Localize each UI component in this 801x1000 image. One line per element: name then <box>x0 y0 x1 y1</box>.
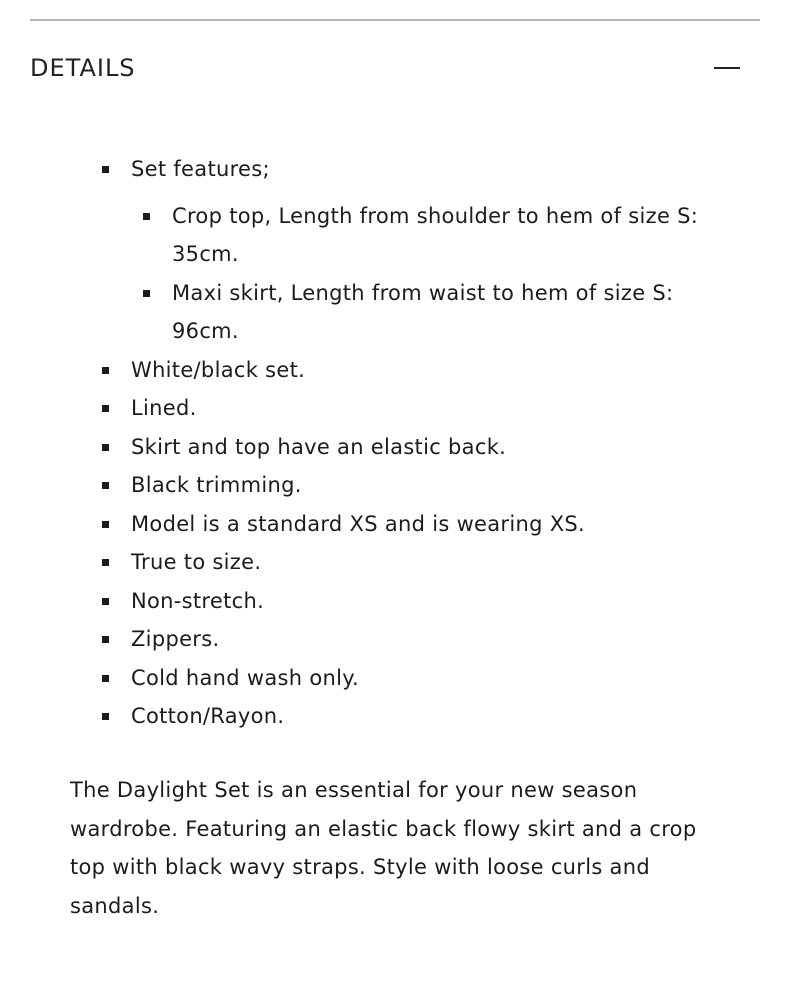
top-divider <box>30 19 760 21</box>
bullet-icon <box>102 636 109 643</box>
bullet-icon <box>102 482 109 489</box>
bullet-icon <box>102 675 109 682</box>
minus-collapse-icon[interactable] <box>714 67 740 69</box>
feature-list <box>0 150 801 736</box>
bullet-icon <box>102 521 109 528</box>
bullet-icon <box>102 559 109 566</box>
bullet-icon <box>143 290 150 297</box>
list-item <box>0 543 801 582</box>
feature-label: Model is a standard XS and is wearing XS. <box>131 511 586 536</box>
list-item <box>131 197 732 274</box>
feature-label: White/black set. <box>131 357 306 382</box>
bullet-icon <box>102 166 109 173</box>
feature-label: Non-stretch. <box>131 588 265 613</box>
feature-label: Cold hand wash only. <box>131 665 359 690</box>
list-item <box>0 505 801 544</box>
list-item <box>0 620 801 659</box>
list-item <box>0 389 801 428</box>
list-item <box>0 582 801 621</box>
bullet-icon <box>102 444 109 451</box>
sub-feature-list <box>131 197 801 351</box>
feature-label: Cotton/Rayon. <box>131 704 285 728</box>
list-item <box>0 351 801 390</box>
details-accordion-header[interactable] <box>30 42 742 94</box>
product-description: The Daylight Set is an essential for your new season wardrobe. Featuring an elastic back flowy skirt and a crop top with black wavy straps. Style with loose curls and sandals. <box>70 778 697 918</box>
feature-label: Set features; <box>131 157 270 181</box>
sub-feature-label: Crop top, Length from shoulder to hem of size S: 35cm. <box>172 203 699 266</box>
bullet-icon <box>102 405 109 412</box>
sub-feature-label: Maxi skirt, Length from waist to hem of size S: 96cm. <box>172 280 674 343</box>
feature-label: Zippers. <box>131 627 220 651</box>
feature-label: Skirt and top have an elastic back. <box>131 434 507 459</box>
list-item <box>0 697 801 736</box>
feature-label: Black trimming. <box>131 473 302 497</box>
details-title: DETAILS <box>30 54 136 82</box>
bullet-icon <box>102 367 109 374</box>
list-item <box>0 428 801 467</box>
list-item <box>0 466 801 505</box>
bullet-icon <box>143 213 150 220</box>
details-content <box>0 150 801 736</box>
bullet-icon <box>102 713 109 720</box>
list-item <box>0 150 801 351</box>
bullet-icon <box>102 598 109 605</box>
feature-label: True to size. <box>131 550 262 574</box>
list-item <box>0 659 801 698</box>
feature-label: Lined. <box>131 396 197 420</box>
list-item <box>131 274 732 351</box>
